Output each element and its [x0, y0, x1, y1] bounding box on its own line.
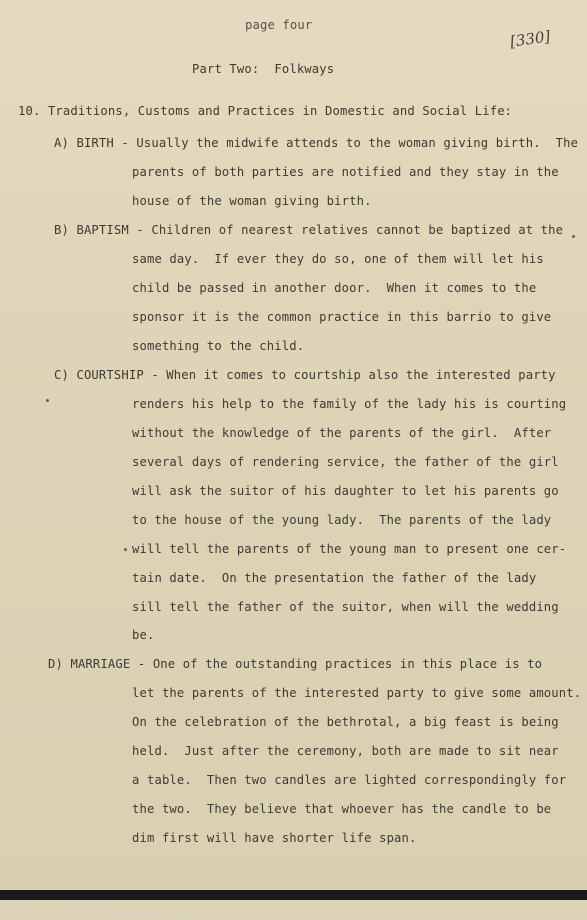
courtship-line-6: to the house of the young lady. The parents of the lady	[132, 513, 552, 527]
birth-line-1: A) BIRTH - Usually the midwife attends to the woman giving birth. The	[54, 136, 579, 150]
handwritten-reference: [330]	[508, 27, 552, 51]
marriage-line-2: let the parents of the interested party to give some amount.	[132, 686, 582, 700]
section-heading: 10. Traditions, Customs and Practices in Domestic and Social Life:	[18, 104, 513, 118]
marriage-line-1: D) MARRIAGE - One of the outstanding practices in this place is to	[48, 657, 543, 671]
birth-line-3: house of the woman giving birth.	[132, 194, 372, 208]
marriage-line-3: On the celebration of the bethrotal, a big feast is being	[132, 715, 559, 729]
ink-speck	[46, 399, 49, 402]
courtship-line-1: C) COURTSHIP - When it comes to courtship also the interested party	[54, 368, 556, 382]
courtship-line-5: will ask the suitor of his daughter to let his parents go	[132, 484, 559, 498]
baptism-line-3: child be passed in another door. When it comes to the	[132, 281, 537, 295]
marriage-line-4: held. Just after the ceremony, both are made to sit near	[132, 744, 559, 758]
baptism-line-4: sponsor it is the common practice in this barrio to give	[132, 310, 552, 324]
marriage-line-7: dim first will have shorter life span.	[132, 831, 417, 845]
courtship-line-4: several days of rendering service, the father of the girl	[132, 455, 559, 469]
footer-library-name: National Library of the Philippines	[2, 902, 108, 908]
courtship-line-9: sill tell the father of the suitor, when will the wedding	[132, 600, 559, 614]
baptism-line-5: something to the child.	[132, 339, 305, 353]
courtship-line-8: tain date. On the presentation the father of the lady	[132, 571, 537, 585]
footer-file-id: HLP200803-1A2703-1.tif	[118, 912, 185, 918]
page-label: page four	[245, 18, 313, 32]
courtship-line-10: be.	[132, 628, 155, 642]
birth-line-2: parents of both parties are notified and they stay in the	[132, 165, 559, 179]
part-title: Part Two: Folkways	[192, 62, 335, 76]
marriage-line-5: a table. Then two candles are lighted correspondingly for	[132, 773, 567, 787]
baptism-line-1: B) BAPTISM - Children of nearest relatives cannot be baptized at the	[54, 223, 564, 237]
marriage-line-6: the two. They believe that whoever has the candle to be	[132, 802, 552, 816]
courtship-line-7: will tell the parents of the young man to present one cer-	[132, 542, 567, 556]
courtship-line-2: renders his help to the family of the lady his is courting	[132, 397, 567, 411]
ink-speck	[124, 548, 127, 551]
baptism-line-2: same day. If ever they do so, one of them will let his	[132, 252, 544, 266]
ink-speck	[572, 235, 575, 238]
courtship-line-3: without the knowledge of the parents of the girl. After	[132, 426, 552, 440]
scan-footer	[0, 890, 587, 918]
